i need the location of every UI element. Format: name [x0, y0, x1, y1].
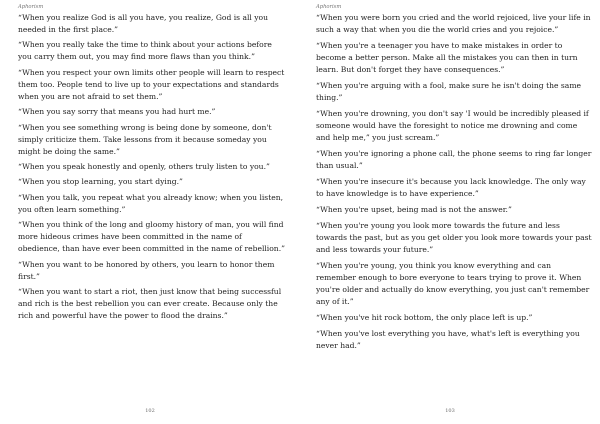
- page-number: 103: [445, 408, 455, 414]
- quote: “When you're arguing with a fool, make sure he isn't doing the same thing.”: [316, 81, 582, 102]
- quote: “When you're ignoring a phone call, the phone seems to ring far longer than usual.”: [316, 149, 592, 170]
- quote: “When you're insecure it's because you lack knowledge. The only way to have knowledge is to have experience.”: [316, 177, 586, 198]
- page-number: 102: [145, 408, 155, 414]
- quote: “When you really take the time to think about your actions before you carry them out, you may find more flaws than you think.”: [18, 40, 272, 62]
- running-header: Aphorism: [18, 4, 44, 10]
- quote: “When you want to be honored by others, you learn to honor them first.”: [18, 259, 275, 281]
- quote: “When you think of the long and gloomy history of man, you will find more hideous crimes have been committed in the name of obedience, than have ever been committed in the name of rebellion.”: [18, 220, 285, 254]
- quote: “When you're young, you think you know everything and can remember enough to bore everyone to tears trying to prove it. When you're older and actually do know everything, you just can't remember any of it.”: [316, 261, 590, 306]
- quote: “When you realize God is all you have, you realize, God is all you needed in the first place.”: [18, 13, 269, 34]
- quote: “When you see something wrong is being done by someone, don't simply criticize them. Take lessons from it because someday you might be doing the same.”: [18, 122, 272, 156]
- quote: “When you've lost everything you have, what's left is everything you never had.”: [316, 329, 580, 350]
- quote: “When you're a teenager you have to make mistakes in order to become a better person. Make all the mistakes you can then in turn learn. But don't forget they have consequences.”: [316, 41, 578, 74]
- quote: “When you respect your own limits other people will learn to respect them too. People tend to live up to your expectations and standards when you are not afraid to set them.”: [18, 67, 285, 101]
- running-header: Aphorism: [316, 4, 342, 10]
- quote: “When you want to start a riot, then just know that being successful and rich is the best rebellion you can ever create. Because only the rich and powerful have the power to flood the drains.”: [18, 286, 282, 320]
- quote: “When you were born you cried and the world rejoiced, live your life in such a way that when you die the world cries and you rejoice.”: [316, 13, 591, 34]
- right-page: [300, 0, 600, 424]
- quote: “When you're drowning, you don't say 'I would be incredibly pleased if someone would have the foresight to notice me drowning and come and help me,” you just scream.”: [316, 109, 589, 142]
- quote: “When you talk, you repeat what you already know; when you listen, you often learn something.”: [18, 192, 284, 214]
- quote: “When you speak honestly and openly, others truly listen to you.”: [18, 161, 270, 171]
- quote: “When you're upset, being mad is not the answer.”: [316, 205, 512, 214]
- quote: “When you say sorry that means you had hurt me.”: [18, 107, 216, 117]
- quote: “When you're young you look more towards the future and less towards the past, but as you get older you look more towards your past and less towards your future.”: [316, 221, 592, 254]
- quote: “When you've hit rock bottom, the only place left is up.”: [316, 313, 533, 322]
- quote: “When you stop learning, you start dying.”: [18, 177, 183, 187]
